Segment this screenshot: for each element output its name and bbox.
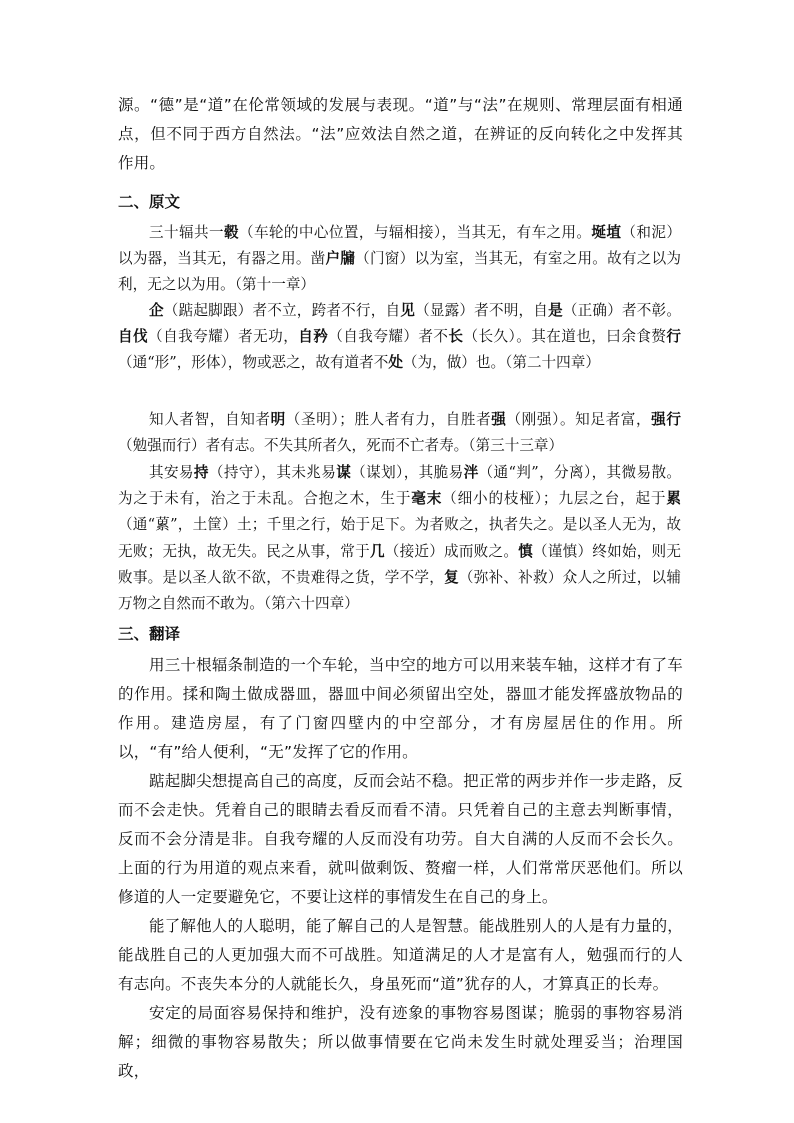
text-segment: （圣明）；胜人者有力，自胜者	[285, 411, 492, 428]
annotated-term: 毫末	[411, 490, 443, 508]
annotated-term: 谋	[336, 464, 352, 481]
annotated-term: 几	[369, 542, 385, 560]
annotated-term: 泮	[463, 464, 479, 481]
text-segment: （门窗）以为室，当其无，有室之用。故有之以为利，无之以为用。（第十一章）	[118, 250, 681, 294]
text-segment: （正确）者不彰。	[562, 302, 681, 319]
text-segment: （长久）。其在道也，曰余食赘	[463, 328, 667, 346]
annotated-term: 明	[270, 411, 286, 428]
text-segment: （自我夸耀）者无功，	[148, 328, 299, 346]
text-segment: （踮起脚跟）者不立，跨者不行，自	[163, 302, 401, 319]
annotated-term: 行	[666, 328, 681, 346]
intro-paragraph: 源。“德”是“道”在伦常领域的发展与表现。“道”与“法”在规则、常理层面有相通点，但不同于西方自然法。“法”应效法自然之道，在辨证的反向转化之中发挥其作用。	[118, 96, 683, 172]
annotated-term: 企	[149, 302, 164, 319]
text-segment: 三十辐共一	[149, 224, 224, 241]
text-segment: （通“形”，形体），物或恶之，故有道者不	[118, 354, 389, 372]
text-segment: （自我夸耀）者不	[328, 328, 449, 346]
text-segment: （车轮的中心位置，与辐相接），当其无，有车之用。	[238, 224, 592, 241]
annotated-term: 持	[193, 464, 209, 481]
annotated-term: 自伐	[118, 328, 149, 346]
text-segment: （刚强）。知足者富，	[506, 411, 652, 428]
annotated-term: 强	[491, 411, 507, 428]
annotated-term: 累	[666, 490, 681, 508]
translation-paragraph-4: 安定的局面容易保持和维护，没有迹象的事物容易图谋；脆弱的事物容易消解；细微的事物容易散失；所以做事情要在它尚未发生时就处理妥当；治理国政，	[118, 1004, 683, 1080]
text-segment: （勉强而行）者有志。不失其所者久，死而不亡者寿。（第三十三章）	[118, 437, 564, 455]
text-segment: 知人者智，自知者	[149, 411, 271, 428]
text-segment: （和泥）以为器，当其无，有器之用。凿	[118, 224, 681, 268]
annotated-term: 自矜	[298, 328, 329, 346]
original-chapter-11	[118, 220, 681, 299]
annotated-term: 强行	[651, 411, 681, 428]
text-segment: （为，做）也。（第二十四章）	[402, 354, 600, 372]
original-chapter-24	[118, 298, 681, 377]
annotated-term: 户牖	[325, 250, 356, 268]
translation-paragraph-2: 踮起脚尖想提高自己的高度，反而会站不稳。把正常的两步并作一步走路，反而不会走快。凭着自己的眼睛去看反而看不清。只凭着自己的主意去判断事情，反而不会分清是非。自我夸耀的人反而没有功劳。自大自满的人反而不会长久。上面的行为用道的观点来看，就叫做剩饭、赘瘤一样，人们常常厌恶他们。所以修道的人一定要避免它，不要让这样的事情发生在自己的身上。	[118, 772, 683, 906]
text-segment: 其安易	[149, 464, 194, 481]
section-heading-translation: 三、翻译	[118, 625, 181, 643]
annotated-term: 慎	[518, 542, 533, 560]
original-chapter-64	[118, 460, 681, 617]
text-segment: （通“判”，分离），其微易散。为之于未有，治之于未乱。合抱之木，生于	[118, 464, 681, 508]
annotated-term: 埏埴	[591, 224, 622, 241]
text-segment: （谋划），其脆易	[351, 464, 464, 481]
translation-paragraph-3: 能了解他人的人聪明，能了解自己的人是智慧。能战胜别人的人是有力量的，能战胜自己的人更加强大而不可战胜。知道满足的人才是富有人，勉强而行的人有志向。不丧失本分的人就能长久，身虽死而“道”犹存的人，才算真正的长寿。	[118, 917, 683, 993]
text-segment: （细小的枝桠）；九层之台，起于	[442, 490, 667, 508]
annotated-term: 是	[548, 302, 563, 319]
section-heading-original: 二、原文	[118, 193, 181, 211]
text-segment: （接近）成而败之。	[384, 542, 519, 560]
text-segment: （持守），其未兆易	[208, 464, 337, 481]
original-chapter-33	[118, 407, 681, 459]
annotated-term: 处	[388, 354, 403, 372]
text-segment: （通“蔂”，土筐）土；千里之行，始于足下。为者败之，执者失之。是以圣人无为，故无败；无执，故无失。民之从事，常于	[118, 516, 681, 560]
annotated-term: 见	[400, 302, 416, 319]
text-segment: （弥补、补救）众人之所过，以辅万物之自然而不敢为。（第六十四章）	[118, 568, 681, 613]
translation-paragraph-1: 用三十根辐条制造的一个车轮，当中空的地方可以用来装车轴，这样才有了车的作用。揉和陶土做成器皿，器皿中间必须留出空处，器皿才能发挥盛放物品的作用。建造房屋，有了门窗四壁内的中空部分，才有房屋居住的作用。所以，“有”给人便利，“无”发挥了它的作用。	[118, 656, 683, 761]
annotated-term: 长	[448, 328, 464, 346]
annotated-term: 毂	[223, 224, 239, 241]
text-segment: （显露）者不明，自	[415, 302, 549, 319]
annotated-term: 复	[444, 568, 459, 586]
text-segment: （谨慎）终如始，则无败事。是以圣人欲不欲，不贵难得之货，学不学，	[118, 542, 681, 586]
